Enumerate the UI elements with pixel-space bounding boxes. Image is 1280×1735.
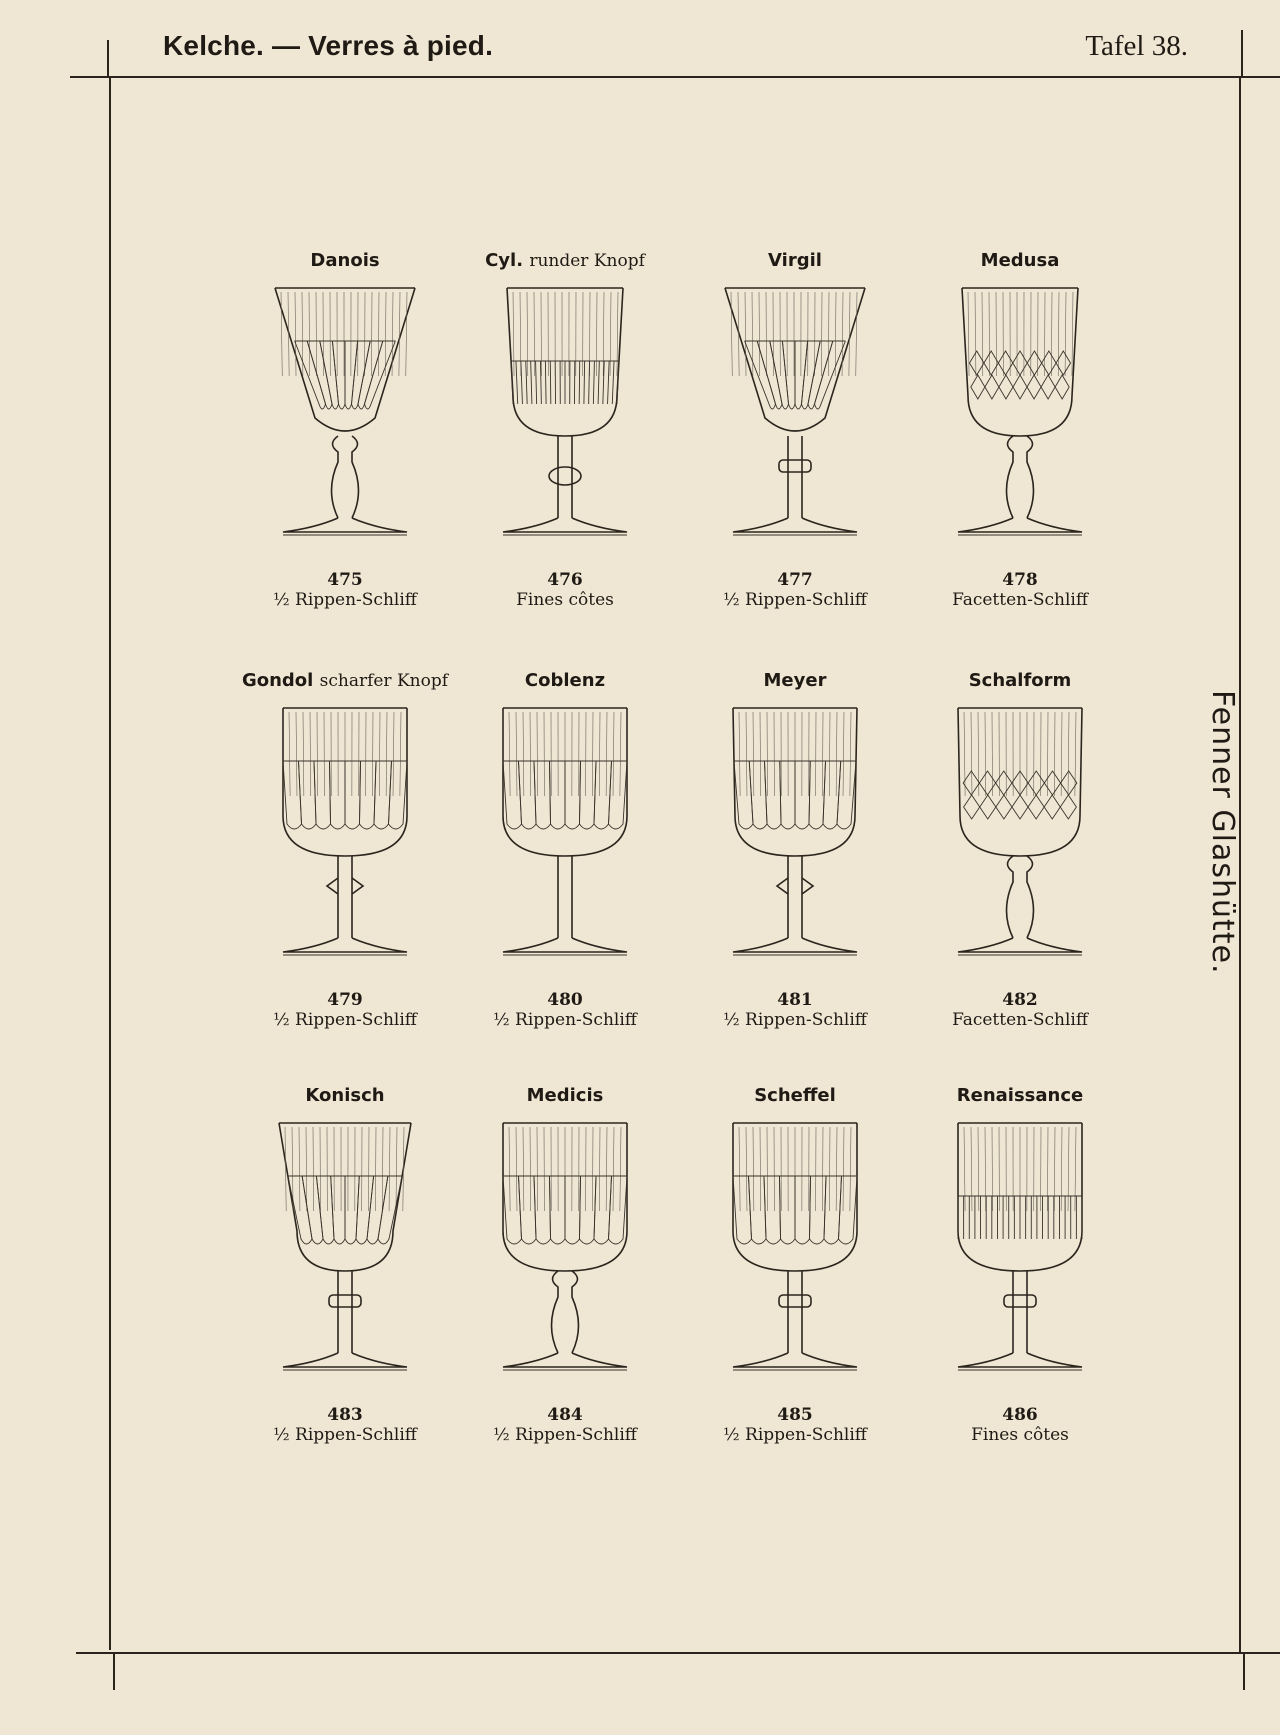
stem-knop: [779, 1295, 811, 1307]
glass-cut-label: ½ Rippen-Schliff: [493, 1010, 637, 1030]
facet-cut: [1044, 771, 1060, 795]
facet-cut: [963, 771, 979, 795]
glass-foot: [283, 1353, 407, 1367]
rib-cut: [609, 761, 628, 829]
glass-drawing: [945, 286, 1095, 566]
glass-foot: [283, 938, 407, 952]
plate-number: Tafel 38.: [1085, 30, 1188, 62]
glass-cut-label: ½ Rippen-Schliff: [723, 590, 867, 610]
rib-cut: [307, 341, 332, 409]
glass-name-main: Schalform: [968, 670, 1072, 691]
facet-cut: [1055, 375, 1069, 399]
glass-drawing: [945, 706, 1095, 986]
rib-cut: [749, 1176, 767, 1244]
facet-cut: [996, 795, 1012, 819]
glass-foot: [503, 1353, 627, 1367]
glass-number: 479: [327, 990, 363, 1010]
rib-cut: [810, 1176, 827, 1244]
stem-knop: [327, 878, 363, 894]
glass-cut-label: ½ Rippen-Schliff: [273, 1010, 417, 1030]
rib-cut: [580, 1176, 597, 1244]
footer-right-tick: [1243, 1654, 1245, 1690]
glass-drawing: [720, 286, 870, 566]
glass-cut-label: ½ Rippen-Schliff: [273, 1425, 417, 1445]
glass-number: 482: [1002, 990, 1038, 1010]
fine-flute: [598, 361, 599, 404]
rib-cut: [565, 1176, 581, 1244]
rib-cut: [782, 341, 795, 409]
glass-number: 484: [547, 1405, 583, 1425]
facet-cut: [999, 375, 1013, 399]
glass-drawing: [490, 706, 640, 986]
rib-cut: [580, 761, 597, 829]
glass-name: [235, 670, 455, 691]
facet-cut: [985, 375, 999, 399]
glass-drawing: [270, 286, 420, 566]
facet-cut: [1028, 771, 1044, 795]
rib-cut: [345, 761, 361, 829]
fine-flute: [589, 361, 590, 404]
footer-left-tick: [113, 1654, 115, 1690]
glass-drawing: [490, 286, 640, 566]
glass-number: 481: [777, 990, 813, 1010]
glass-name: [910, 250, 1130, 271]
fine-flute: [612, 361, 614, 404]
rib-cut: [808, 341, 833, 409]
rib-cut: [550, 761, 566, 829]
rib-cut: [367, 1176, 388, 1244]
glass-foot: [958, 938, 1082, 952]
rib-cut: [332, 341, 345, 409]
rib-cut: [565, 761, 581, 829]
glass-foot: [733, 1353, 857, 1367]
glass-name-main: Cyl.: [485, 250, 524, 271]
fine-flute: [536, 361, 537, 404]
glass-cut-label: Fines côtes: [516, 590, 614, 610]
rib-cut: [795, 1176, 811, 1244]
rib-cut: [780, 761, 795, 829]
glass-name-main: Medicis: [526, 1085, 604, 1106]
rib-cut: [519, 1176, 537, 1244]
glass-cut-label: ½ Rippen-Schliff: [723, 1010, 867, 1030]
rib-cut: [365, 341, 396, 409]
rib-cut: [815, 341, 846, 409]
glass-drawing: [270, 1121, 420, 1401]
rib-cut: [352, 341, 371, 409]
header-right-tick: [1241, 30, 1243, 76]
publisher-side-text: Fenner Glashütte.: [1205, 690, 1240, 975]
rib-cut: [837, 761, 856, 829]
stem-knop: [1004, 1295, 1036, 1307]
bowl-outline: [962, 288, 1078, 436]
fine-flute: [526, 361, 527, 404]
glass-name-suffix: runder Knopf: [529, 251, 645, 271]
glass-number: 478: [1002, 570, 1038, 590]
glass-name: [685, 670, 905, 691]
stem-right: [572, 1271, 579, 1353]
glass-name-main: Virgil: [768, 250, 822, 271]
stem-left: [1007, 856, 1014, 938]
glass-name: [685, 250, 905, 271]
glass-name: [235, 1085, 455, 1106]
glass-number: 476: [547, 570, 583, 590]
glass-number: 483: [327, 1405, 363, 1425]
rib-cut: [358, 341, 383, 409]
rib-cut: [749, 761, 767, 829]
facet-cut: [1060, 795, 1076, 819]
fine-flute: [550, 361, 551, 404]
fine-flute: [545, 361, 546, 404]
frame-left-rule: [109, 78, 111, 1650]
glass-name-main: Konisch: [305, 1085, 385, 1106]
stem-knop: [777, 878, 813, 894]
stem-knop: [779, 460, 811, 472]
glass-cut-label: ½ Rippen-Schliff: [273, 590, 417, 610]
stem-right: [352, 436, 359, 518]
glass-name: [235, 250, 455, 271]
glass-drawing: [270, 706, 420, 986]
glass-cut-label: ½ Rippen-Schliff: [493, 1425, 637, 1445]
glass-name: [455, 670, 675, 691]
rib-cut: [764, 1176, 781, 1244]
glass-number: 486: [1002, 1405, 1038, 1425]
glass-foot: [283, 518, 407, 532]
stem-knop: [549, 467, 581, 485]
rib-cut: [389, 761, 408, 829]
glass-number: 475: [327, 570, 363, 590]
header-rule: [70, 76, 1280, 78]
rib-cut: [780, 1176, 796, 1244]
glass-drawing: [490, 1121, 640, 1401]
facet-cut: [964, 795, 980, 819]
facet-cut: [980, 795, 996, 819]
fine-flute: [593, 361, 594, 404]
fine-flute: [579, 361, 580, 404]
rib-cut: [378, 1176, 402, 1244]
glass-number: 477: [777, 570, 813, 590]
facet-cut: [1061, 771, 1077, 795]
rib-cut: [331, 1176, 345, 1244]
glass-name-main: Renaissance: [956, 1085, 1084, 1106]
facet-cut: [1028, 795, 1044, 819]
facet-cut: [996, 771, 1012, 795]
facet-cut: [1042, 351, 1056, 375]
rib-cut: [345, 341, 358, 409]
rib-cut: [550, 1176, 566, 1244]
rib-cut: [314, 761, 331, 829]
facet-cut: [998, 351, 1012, 375]
glass-foot: [503, 938, 627, 952]
stem-left: [552, 1271, 559, 1353]
rib-cut: [764, 761, 781, 829]
glass-number: 480: [547, 990, 583, 1010]
glass-cut-label: ½ Rippen-Schliff: [723, 1425, 867, 1445]
glass-foot: [958, 1353, 1082, 1367]
rib-cut: [534, 761, 551, 829]
fine-flute: [516, 361, 518, 404]
rib-cut: [519, 761, 537, 829]
rib-cut: [795, 341, 808, 409]
glass-name-main: Medusa: [980, 250, 1060, 271]
glass-name: [455, 250, 675, 271]
rib-cut: [795, 761, 810, 829]
glass-number: 485: [777, 1405, 813, 1425]
fine-flute: [608, 361, 610, 404]
facet-cut: [971, 375, 985, 399]
facet-cut: [1044, 795, 1060, 819]
rib-cut: [609, 1176, 628, 1244]
glass-name-suffix: scharfer Knopf: [319, 671, 449, 691]
page-title: Kelche. — Verres à pied.: [163, 30, 494, 61]
stem-right: [1027, 856, 1034, 938]
glass-name-main: Scheffel: [754, 1085, 836, 1106]
facet-cut: [1013, 351, 1027, 375]
rib-cut: [757, 341, 782, 409]
glass-drawing: [945, 1121, 1095, 1401]
facet-cut: [1041, 375, 1055, 399]
facet-cut: [1027, 375, 1041, 399]
glass-name-main: Meyer: [763, 670, 827, 691]
fine-flute: [531, 361, 532, 404]
facet-cut: [1013, 375, 1027, 399]
glass-drawing: [720, 1121, 870, 1401]
glass-name-main: Coblenz: [524, 670, 606, 691]
glass-name: [910, 1085, 1130, 1106]
stem-right: [1027, 436, 1034, 518]
glass-cut-label: Facetten-Schliff: [952, 1010, 1088, 1030]
fine-flute: [584, 361, 585, 404]
rib-cut: [534, 1176, 551, 1244]
stem-left: [1007, 436, 1014, 518]
glass-foot: [733, 938, 857, 952]
rib-cut: [299, 761, 317, 829]
glass-cut-label: Fines côtes: [971, 1425, 1069, 1445]
header-left-tick: [107, 40, 109, 76]
facet-cut: [970, 351, 984, 375]
glass-name-main: Gondol: [241, 670, 314, 691]
glass-name-main: Danois: [310, 250, 380, 271]
rib-cut: [356, 1176, 374, 1244]
facet-cut: [979, 771, 995, 795]
glass-foot: [503, 518, 627, 532]
glass-name: [910, 670, 1130, 691]
facet-cut: [1012, 795, 1028, 819]
glass-foot: [958, 518, 1082, 532]
stem-knop: [329, 1295, 361, 1307]
footer-rule: [76, 1652, 1280, 1654]
fine-flute: [521, 361, 523, 404]
rib-cut: [823, 761, 841, 829]
rib-cut: [802, 341, 821, 409]
stem-left: [332, 436, 339, 518]
glass-drawing: [720, 706, 870, 986]
glass-cut-label: Facetten-Schliff: [952, 590, 1088, 610]
rib-cut: [360, 761, 377, 829]
rib-cut: [330, 761, 346, 829]
rib-cut: [839, 1176, 858, 1244]
glass-foot: [733, 518, 857, 532]
glass-name: [685, 1085, 905, 1106]
facet-cut: [1027, 351, 1041, 375]
glass-name: [455, 1085, 675, 1106]
